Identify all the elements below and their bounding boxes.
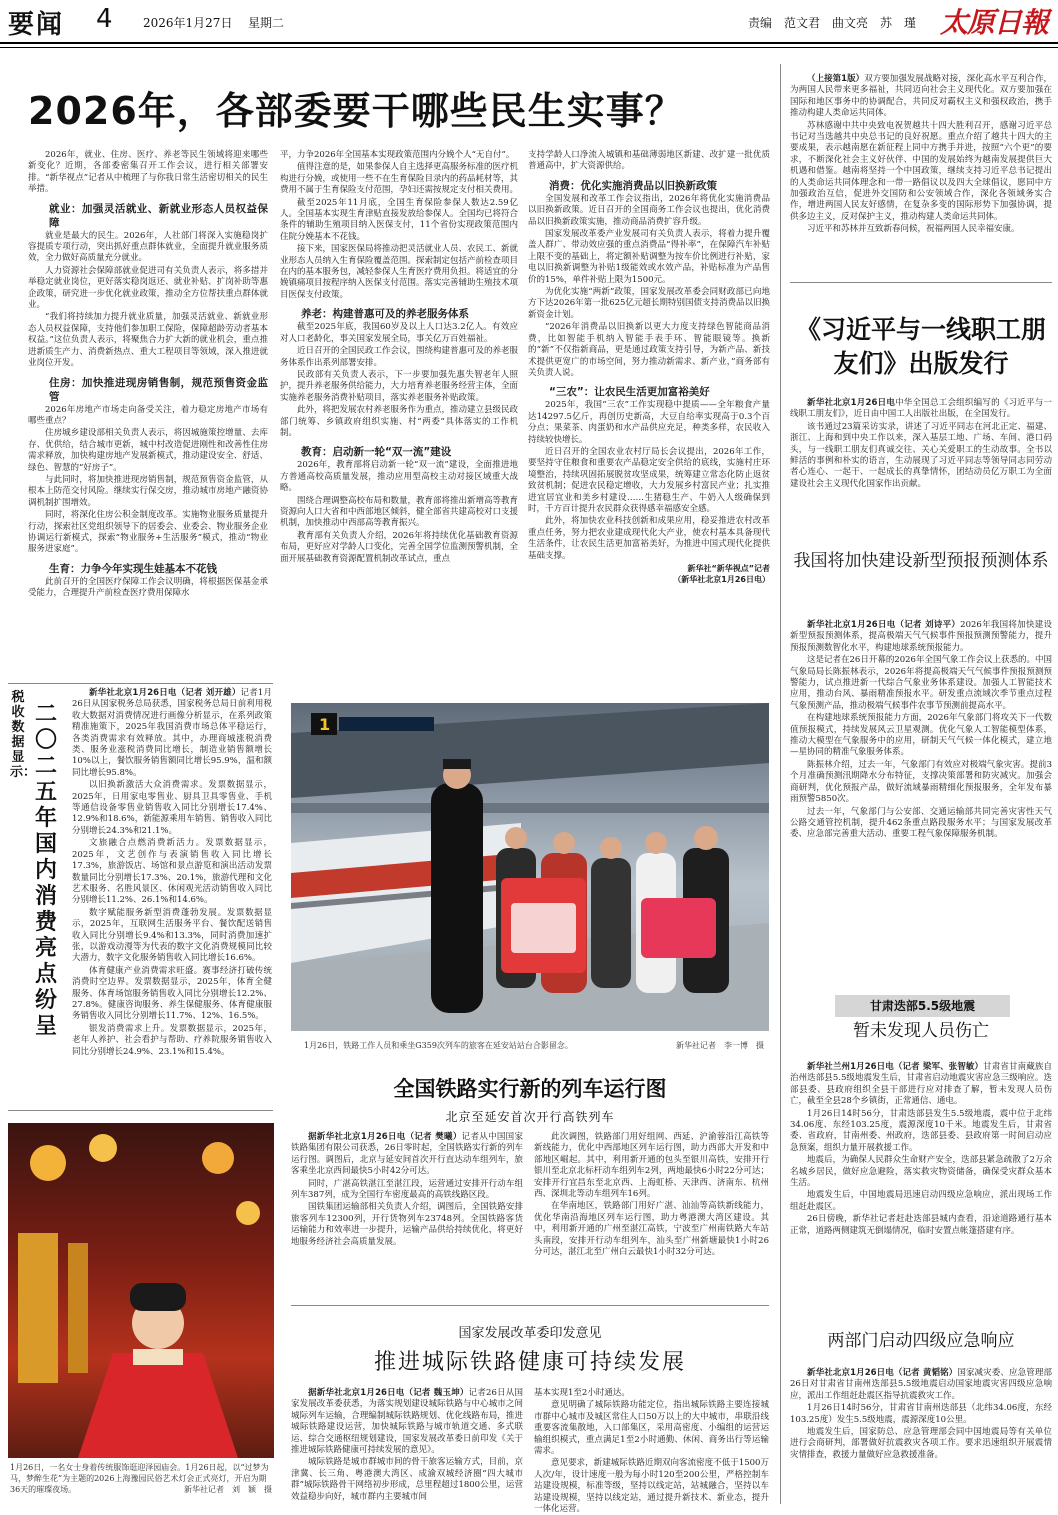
paragraph: “我们将持续加力提升就业质量，加强灵活就业、新就业形态人员权益保障，支持他们参加职工保险，保障超龄劳动者基本权益。”这位负责人表示，将聚焦合力扩大新的就业机会，重点推进新质生产力、消费新热点、重大工程项目等领域，深入推进就业岗位开发。 [28, 312, 268, 369]
temple-fair-photo-illustration [8, 1123, 274, 1458]
train-photo-illustration [291, 703, 769, 1031]
main-lead: 2026年，就业、住房、医疗、养老等民生领域将迎来哪些新变化？近期，各部委密集召开工作会议，进行相关部署安排。“新华视点”记者从中梳理了与你我日常生活密切相关的民生举措。 [28, 150, 268, 195]
section-divider [8, 683, 273, 684]
paragraph: 1月26日14时56分，甘肃省甘南州迭部县（北纬34.06度，东经103.25度）发生5.5级地震，震源深度10公里。 [790, 1403, 1052, 1425]
paragraph: 数字赋能服务新型消费蓬勃发展。发票数据显示，2025年，互联网生活服务平台、餐饮配送销售收入同比分别增长9.4%和13.3%，同时消费加速扩张，以游戏动漫等为代表的数字文化消费规模同比较大潜力，数字文化服务销售收入同比增长16.6%。 [72, 907, 272, 964]
paragraph: 此次调图，铁路部门用好组网、西延、沪渝蓉沿江高铁等新线能力，优化中西部地区列车运行图，助力西部大开发和中部地区崛起。其中，利用新开通的包头至银川高铁，安排开行银川至北京北标杆动车组列车2列，两地最快6小时22分可达；安排开行宜昌东至北京西、上海虹桥、天津西、济南东、杭州西、深圳北等动车组列车16列。 [534, 1132, 769, 1200]
book-story-body [790, 398, 1052, 528]
ndrc-story-column-1 [291, 1388, 523, 1506]
svg-text:1: 1 [319, 715, 331, 734]
book-headline: 《习近平与一线职工朋友们》出版发行 [795, 315, 1046, 378]
editors-line: 责编 范文君 曲文亮 苏 瑾 [748, 16, 917, 30]
response-byline: 新华社北京1月26日电 [807, 1368, 894, 1378]
paragraph: 银发消费需求上升。发票数据显示，2025年，老年人养护、社会看护与帮助、疗养院服务销售收入同比分别增长24.9%、23.1%和15.4%。 [72, 1023, 272, 1057]
masthead [0, 0, 1058, 44]
paragraph: 接下来，国家医保局将推动把灵活就业人员、农民工、新就业形态人员纳入生育保险覆盖范围。探索制定包括产前检查项目在内的基本服务包，减轻参保人生育医疗费用负担。将适宜的分娩镇痛项目按程序纳入医保支付范围。落实完善辅助生殖技术项目医保支付政策。 [280, 244, 519, 300]
paragraph: 国铁集团运输部相关负责人介绍，调图后，全国铁路安排旅客列车12300列，开行货物列车23748列。全国铁路客货运输能力和效率进一步提升，运输产品供给持续优化，将更好地服务经济社会高质量发展。 [291, 1202, 523, 1247]
weather-headline: 我国将加快建设新型预报预测体系 [793, 551, 1049, 571]
paragraph: 记者1月26日从国家税务总局获悉，国家税务总局日前利用税收大数据对消费情况进行画像分析显示，在系列政策精准施策下，2025年我国消费市场总体平稳运行，各类消费需求有效释放。其中，办理商城涨税消费类、服务业涨税消费同比增长，制造业销售额增长10%以上，餐饮服务销售额同比增长95.9%，温和额同比增长95.8%。 [72, 688, 272, 778]
paragraph: 城际铁路是城市群城市间的骨干旅客运输方式，目前，京津冀、长三角、粤港澳大湾区、成渝双城经济圈“四大城市群”城际铁路骨干网络初步形成，总里程超过1800公里，运营效益稳步向好，城市群内主要城市间 [291, 1457, 523, 1502]
paragraph: 地震发生后，中国地震局迅速启动四级应急响应，派出现场工作组赶赴震区。 [790, 1190, 1052, 1212]
book-byline: 新华社北京1月26日电 [807, 398, 896, 408]
tax-kicker: 税收数据显示： [10, 690, 37, 780]
quake-reporter: （记者 梁军、张智敏） [893, 1062, 984, 1072]
response-headline: 两部门启动四级应急响应 [827, 1331, 1015, 1351]
paragraph: 民政部有关负责人表示，下一步要加强先惠失智老年人照护，提升养老服务供给能力，大力培育养老服务经营主体，全面实施养老服务消费补贴项目，落实养老服务补贴政策。 [280, 369, 519, 403]
paragraph: 近日召开的全国民政工作会议，围绕构建普惠可及的养老服务体系作出系列部署安排。 [280, 346, 519, 368]
response-story-body [790, 1368, 1052, 1508]
subhead-elderly: 养老：构建普惠可及的养老服务体系 [301, 308, 469, 321]
quake-label: 甘肃迭部5.5级地震 [835, 995, 1010, 1017]
paragraph: 陈振林介绍，过去一年，气象部门有效应对极端气象灾害。提前3个月准确预测汛期降水分布特征，支撑决策部署和防灾减灾。加强会商研判，优化预报产品，做好流域暴雨精细化预报服务，全年发布暴雨预警5850次。 [790, 759, 1052, 805]
book-lead [790, 398, 1052, 421]
subhead-consumption: 消费：优化实施消费品以旧换新政策 [549, 179, 717, 192]
train-photo [291, 703, 769, 1031]
paragraph: 意见要求，新建城际铁路近期双向客流密度不低于1500万人次/年，设计速度一般为每小时120至200公里，严格控制车站建设规模，标准等级，坚持以线定站，站城融合，坚持以车站建设规模，坚持以线定站，通过提升新技术、新业态，提升一体化运营。 [534, 1458, 769, 1515]
paragraph: 与此同时，将加快推进现房销售制，规范预售资金监管，从根本上防范交付风险。继续实行保交房，推动城市房地产融资协调机制扩围增效。 [28, 474, 268, 508]
paragraph: 教育部有关负责人介绍，2026年将持续优化基础教育资源布局，更好应对学龄人口变化，完善全国学位监测预警机制，全面开展基础教育资源配置机制改革试点，重点 [280, 530, 519, 564]
paragraph: 在华南地区，铁路部门用好广湛、汕汕等高铁新线能力，优化华南沿海地区列车运行图，助力粤港澳大湾区建设。其中，利用新开通的广州至湛江高铁，宁波至广州南铁路大车站头南段，安排开行动车组列车，汕头至广州新塘最快1小时26分可达，湛江北至广州白云最快1小时32分可达。 [534, 1201, 769, 1258]
photo-credit: 新华社记者 李一博 摄 [676, 1041, 764, 1050]
main-headline: 2026年，各部委要干哪些民生实事？ [28, 89, 684, 133]
quake-story-body [790, 1062, 1052, 1312]
masthead-rule [0, 47, 1058, 48]
subhead-employment: 就业：加强灵活就业、新就业形态人员权益保障 [49, 202, 268, 229]
paragraph: 地震后，为确保人民群众生命财产安全，迭部县紧急疏散了2万余名城乡居民，做好应急避险，落实救灾物资储备，确保受灾群众基本生活。 [790, 1155, 1052, 1189]
main-story-column-2 [280, 150, 518, 690]
paragraph: “2026年消费品以旧换新以更大力度支持绿色智能商品消费，比如智能手机纳入智能手表手环、智能眼镜等。换新的“新”不仅指新商品，更是通过政策支持引导，为新产品、新技术提供更宽广的市场空间，努力推动新需求、新产业，”商务部有关负责人说。 [528, 322, 770, 378]
paragraph: 习近平和苏林并互致新春问候，祝福两国人民幸福安康。 [807, 224, 1020, 235]
paragraph: 此外，将加快农业科技创新和成果应用，稳妥推进农村改革重点任务，努力把农业建成现代化大产业，使农村基本具备现代生活条件，让农民生活更加富裕美好，为推进中国式现代化提供基础支撑。 [528, 516, 770, 561]
paragraph: 中华全国总工会组织编写的《习近平与一线职工朋友们》，近日由中国工人出版社出版，在全国发行。 [790, 398, 1052, 420]
paragraph: 2026年我国将加快建设新型预报预测体系，提高极端天气气候事件预报预测预警能力，提升预报预测数智化水平，构建地球系统预报能力。 [790, 620, 1053, 653]
newspaper-logo: 太原日報 [939, 6, 1048, 39]
train-story-column-2 [534, 1132, 769, 1302]
tax-story-body [72, 688, 272, 1098]
ndrc-kicker: 国家发展改革委印发意见 [458, 1326, 602, 1341]
caption-text: 1月26日，一名女士身着传统服饰逛迎泽园庙会。1月26日起，以“过梦为马，梦醉生花”为主题的2026上海豫园民俗艺术灯会正式亮灯，开启为期36天的璀璨夜场。 [10, 1463, 269, 1494]
subhead-birth: 生育：力争今年实现生娃基本不花钱 [49, 562, 217, 575]
ndrc-lead [291, 1388, 523, 1456]
paragraph: 围绕合理调整高校布局和数量，教育部将推出新增高等教育资源向人口大省和中西部地区倾斜，健全部省共建高校对口支援机制，加快推动中西部高等教育振兴。 [280, 495, 519, 529]
response-lead [790, 1368, 1052, 1402]
ndrc-reporter: （记者 魏玉坤） [404, 1388, 469, 1398]
train-byline: 据新华社北京1月26日电 [308, 1132, 406, 1142]
ndrc-headline: 推进城际铁路健康可持续发展 [373, 1350, 686, 1375]
weather-story-body [790, 620, 1052, 982]
paragraph: 意见明确了城际铁路功能定位，指出城际铁路主要连接城市群中心城市及城区常住人口50万以上的大中城市，串联沿线重要客流集散地，入口部集区，采用高密度、小编组的运营运输组织模式，重点满足1至2小时通勤、休闲、商务出行等运输需求。 [534, 1400, 769, 1457]
paragraph: 全国发展和改革工作会议指出，2026年将优化实施消费品以旧换新政策。近日召开的全国商务工作会议也提出，优化消费品以旧换新政策实施，推动商品消费扩容升级。 [528, 193, 770, 227]
paragraph: 值得注意的是，如果参保人自主选择更高服务标准的医疗机构进行分娩，或使用一些不在生育保险目录内的药品耗材等，其费用不属于生育保险支付范围，孕妇还需按规定支付相关费用。 [280, 162, 519, 196]
section-divider [291, 1305, 769, 1306]
main-story-credit: 新华社“新华视点”记者 （新华社北京1月26日电） [673, 564, 770, 585]
train-photo-caption [304, 1040, 764, 1051]
train-story-column-1 [291, 1132, 523, 1302]
quake-lead [790, 1062, 1052, 1108]
section-divider [790, 282, 1052, 283]
subhead-education: 教育：启动新一轮“双一流”建设 [301, 446, 452, 459]
ndrc-byline: 据新华社北京1月26日电 [308, 1388, 405, 1398]
weather-byline: 新华社北京1月26日电 [807, 620, 896, 630]
paragraph: 甘肃省甘南藏族自治州迭部县5.5级地震发生后，甘肃省启动地震灾害应急三级响应。迭部县委、县政府组织全县干部进行应对排查了解，暂未发现人员伤亡，截至全县28个乡镇街，正常通信、通电。 [790, 1062, 1052, 1107]
issue-date: 2026年1月27日 [143, 16, 233, 30]
temple-fair-photo [8, 1123, 274, 1458]
paragraph: 记者从中国国家铁路集团有限公司获悉，26日零时起，全国铁路实行新的列车运行图。调图后，北京与延安间首次开行直达动车组列车，旅客乘坐北京西间最快5小时42分可达。 [291, 1132, 523, 1177]
paragraph: 以旧换新激活大众消费需求。发票数据显示，2025年，日用家电零售业、厨具卫具零售业、手机等通信设备零售业销售收入同比分别增长17.4%、12.9%和18.6%，新能源乘用车销售、销售收入同比分别增长24.3%和21.1%。 [72, 780, 272, 836]
paragraph: 就业是最大的民生。2026年，人社部门将深入实施稳岗扩容提质专项行动，突出抓好重点群体就业，全面提升就业服务质效，全力做好高质量充分就业。 [28, 230, 268, 264]
temple-fair-caption [10, 1462, 272, 1495]
paragraph: 2026年房地产市场走向备受关注，着力稳定房地产市场有哪些重点？ [28, 404, 268, 426]
response-reporter: （记者 黄韬铭） [893, 1368, 958, 1378]
paragraph: 双方要加强发展战略对接，深化高水平互利合作，为两国人民带来更多福祉，共同迈向社会主义现代化。双方要加强在国际和地区事务中的协调配合，共同反对霸权主义和强权政治，携手推动构建人类命运共同体。 [790, 74, 1052, 119]
paragraph: 为优化实施“两新”政策，国家发展改革委会同财政部已向地方下达2026年第一批625亿元超长期特别国债支持消费品以旧换新资金计划。 [528, 287, 770, 320]
tax-headline: 二〇二五年国内消费亮点纷呈 [34, 702, 57, 1039]
weather-reporter: （记者 刘诗平） [895, 620, 961, 630]
weather-lead [790, 620, 1052, 654]
paragraph: 在构建地球系统预报能力方面，2026年气象部门将攻关下一代数值预报模式，持续发展风云卫星观测。优化气象人工智能模型体系，推动大模型在气象服务中的应用，研制天气气候一体化模式，建立地—星协同的精准气象服务体系。 [790, 713, 1052, 758]
paragraph: 文旅融合点燃消费新活力。发票数据显示，2025年，文艺创作与表演销售收入同比增长17.3%，旅游饭店、场馆和景点游览和演出活动发票数量同比分别增长17.3%、20.1%，旅游代理和文化艺术服务、名胜风景区、休闲观光活动销售收入同比分别增长11.2%、26.1%和14.6%。 [72, 838, 272, 906]
issue-weekday: 星期二 [248, 16, 285, 30]
main-story-column-1 [28, 150, 268, 680]
tax-lead [72, 688, 272, 779]
paragraph: 该书通过23篇采访实录，讲述了习近平同志在河北正定、福建、浙江、上海和到中央工作以来，深入基层工地、广场、车间、港口码头，与一线职工朋友们真诚交往、关心关爱职工的生动故事。全书以鲜活的事例和朴实的语言，生动展现了习近平同志等领导同志同劳动者心连心、一起干、一起成长的真挚情怀，团结动员亿万职工为全面建设社会主义现代化国家作出贡献。 [790, 421, 1052, 489]
paragraph: 体育健康产业消费需求旺盛。赛事经济打破传统消费时空边界。发票数据显示，2025年，体育全健服务、体育场馆服务销售收入同比分别增长12.2%、27.8%。健康咨询服务、养生保健服务、体育健康服务销售收入同比分别增长11.7%、12%、16.5%。 [72, 965, 272, 1022]
paragraph: 支持学龄人口净流入城镇和基础薄弱地区新建、改扩建一批优质普通高中，扩大资源供给。 [528, 150, 770, 172]
continued-story [790, 74, 1052, 274]
paragraph: 26日傍晚，新华社记者赶赴迭部县城内查看，沿途道路通行基本正常，道路两侧建筑无倒塌情况，临时安置点帐篷搭建有序。 [790, 1214, 1052, 1236]
paragraph: 近日召开的全国农业农村厅局长会议提出，2026年工作，要坚持守住粮食和重要农产品稳定安全供给的底线，实施村庄环境整治，持续巩固拓展脱贫攻坚成果，统筹建立常态化防止返贫致贫机制；促进农民稳定增收，大力发展乡村富民产业；扎实推进宜居宜业和美乡村建设……生猪稳生产、牛奶入人级确保到时，千方百计提升农民群众获得感幸福感安全感。 [528, 446, 770, 514]
photo-credit: 新华社记者 刘 颖 摄 [184, 1485, 272, 1494]
tax-byline: 新华社北京1月26日电 [89, 688, 177, 698]
paragraph: 同时，广湛高铁湛江至湛江段，运营通过安排开行动车组列车387列，成为全国行车密度最高的高铁线路区段。 [291, 1178, 523, 1201]
train-subheadline: 北京至延安首次开行高铁列车 [445, 1110, 615, 1124]
continued-label: （上接第1版） [807, 74, 865, 84]
paragraph: 1月26日14时56分，甘肃迭部县发生5.5级地震，震中位于北纬34.06度、东经103.25度，震源深度10千米。地震发生后，甘肃省委、省政府，甘南州委、州政府，迭部县委、县政府第一时间启动应急预案，组织力量开展救援工作。 [790, 1108, 1052, 1153]
paragraph: 过去一年，气象部门与公安部、交通运输部共同完善灾害性天气公路交通管控机制，提升462条重点路段服务水平；与国家发展改革委、应急部完善重大活动、重要工程气象保障服务机制。 [790, 806, 1052, 840]
column-divider [780, 64, 781, 1504]
tax-reporter: （记者 刘开雄） [176, 688, 241, 698]
paragraph: 地震发生后，国家防总、应急管理部会同中国地震局等有关单位进行会商研判，部署做好抗震救灾各项工作。要求迅速组织开展震情灾情排查，救援力量做好应急救援准备。 [790, 1427, 1052, 1460]
train-headline: 全国铁路实行新的列车运行图 [393, 1077, 667, 1101]
subhead-agriculture: “三农”：让农民生活更加富裕美好 [549, 386, 710, 399]
continued-lead [790, 74, 1052, 120]
paragraph: 此外，将把发展农村养老服务作为重点，推动建立县级民政部门统筹、乡镇政府组织实施、村“两委”具体落实的工作机制。 [280, 405, 519, 438]
section-name: 要闻 [8, 10, 65, 40]
paragraph: 住房城乡建设部相关负责人表示，将因城施策控增量、去库存、优供给，结合城市更新，城中村改造促进刚性和改善性住房需求释放，加快构建房地产发展新模式，推动建设安全、舒适、绿色、智慧的“好房子”。 [28, 428, 268, 473]
train-lead [291, 1132, 523, 1178]
caption-text: 1月26日，铁路工作人员和乘坐G359次列车的旅客在延安站站台合影留念。 [304, 1041, 573, 1050]
quake-headline: 暂未发现人员伤亡 [853, 1021, 989, 1041]
ndrc-story-column-2 [534, 1388, 769, 1515]
subhead-housing: 住房：加快推进现房销售制，规范预售资金监管 [49, 376, 268, 403]
paragraph: 国家减灾委、应急管理部26日对甘肃省甘南州迭部县5.5级地震启动国家地震灾害四级应急响应，派出工作组赶赴震区指导抗震救灾工作。 [790, 1368, 1052, 1401]
paragraph: 基本实现1至2小时通达。 [534, 1388, 630, 1398]
paragraph: 记者26日从国家发展改革委获悉，为落实规划建设城际铁路与中心城市之间城际列车运输，合理编制城际铁路规划、优化线路布局，推进城际铁路建设运营，加快城际铁路与城市轨道交通、多式联运、综合交通枢纽规划建设，国家发展改革委日前印发《关于推进城际铁路健康可持续发展的意见》。 [291, 1388, 523, 1456]
paragraph: 同时，将深化住房公积金制度改革。实施物业服务质量提升行动，探索社区党组织领导下的居委会、业委会、物业服务企业协调运行新模式，探索“物业服务+生活服务”模式，推动“物业服务进家庭”。 [28, 510, 268, 555]
paragraph: 截至2025年11月底，全国生育保险参保人数达2.59亿人。全国基本实现生育津贴直接发放给参保人。全国均已将符合条件的辅助生殖项目纳入医保支付，11个省份实现政策范围内住院分娩基本不花钱。 [280, 197, 519, 242]
paragraph: 2026年，教育部将启动新一轮“双一流”建设，全面推进地方普通高校高质量发展，推动应用型高校主动对接区域重大战略。 [280, 460, 518, 494]
main-story-column-3 [528, 150, 770, 670]
paragraph: 人力资源社会保障部就业促进司有关负责人表示，将多措并举稳定就业岗位，更好落实稳岗返还、就业补贴、扩岗补助等惠企政策，研究进一步优化就业政策，推动全方位帮扶重点群体就业。 [28, 265, 268, 311]
page-number: 4 [96, 4, 113, 34]
train-reporter: （记者 樊曦） [405, 1132, 462, 1142]
paragraph: 苏林感谢中共中央致电祝贺越共十四大胜利召开，感谢习近平总书记对当选越共中央总书记的良好祝愿。重点介绍了越共十四大的主要成果，表示越南愿在新征程上同中方携手并进，按照“六个更”的要求，不断深化社会主义好伙伴、中国的发展始终为越南发展提供巨大机遇和借鉴。越南将坚持一个中国政策，继续支持习近平总书记提出的人类命运共同体理念和一带一路倡议以及四大全球倡议，愿同中方加强政治互信，促进外交国防和公安领域合作，深化各领域务实合作，增进两国人民友好感情，在复杂多变的国际形势下加强协调，提供多边主义，反对保护主义，推动构建人类命运共同体。 [790, 120, 1052, 222]
section-divider [8, 1110, 273, 1111]
paragraph: 国家发展改革委产业发展司有关负责人表示，将着力提升覆盖人群广、带动效应强的重点消费品“得补率”，在保障汽车补贴上限不变的基础上，将定额补贴调整为按车价比例进行补贴，家电以旧换新调整为补贴1级能效或水效产品，补贴标准为产品售价的15%，单件补贴上限为1500元。 [528, 229, 770, 285]
paragraph: 平，力争2026年全国基本实现政策范围内分娩个人“无自付”。 [280, 150, 515, 160]
paragraph: 截至2025年底，我国60岁及以上人口达3.2亿人。有效应对人口老龄化，事关国家发展全局，事关亿万百姓福祉。 [280, 322, 518, 344]
paragraph: 这是记者在26日开幕的2026年全国气象工作会议上获悉的。中国气象局局长陈振林表示，2026年将提高极端天气气候事件预报预测预警能力，试点推进新一代综合气象业务体系建设。加强人工智能技术应用，推动台风、暴雨精准预报水平。研发重点流域次季节重点过程气象预测产品，推动极端气候事件农事节预测前提高水平。 [790, 655, 1052, 711]
paragraph: 2025年，我国“三农”工作实现稳中提质——全年粮食产量达14297.5亿斤，再创历史新高，大豆自给率实现高于0.3个百分点；果菜茶、肉蛋奶和水产品供应充足，种类多样，农民收入持续较快增长。 [528, 400, 770, 445]
quake-byline: 新华社兰州1月26日电 [807, 1062, 894, 1072]
paragraph: 此前召开的全国医疗保障工作会议明确，将根据医保基金承受能力，合理提升产前检查医疗费用保障水 [28, 576, 268, 599]
